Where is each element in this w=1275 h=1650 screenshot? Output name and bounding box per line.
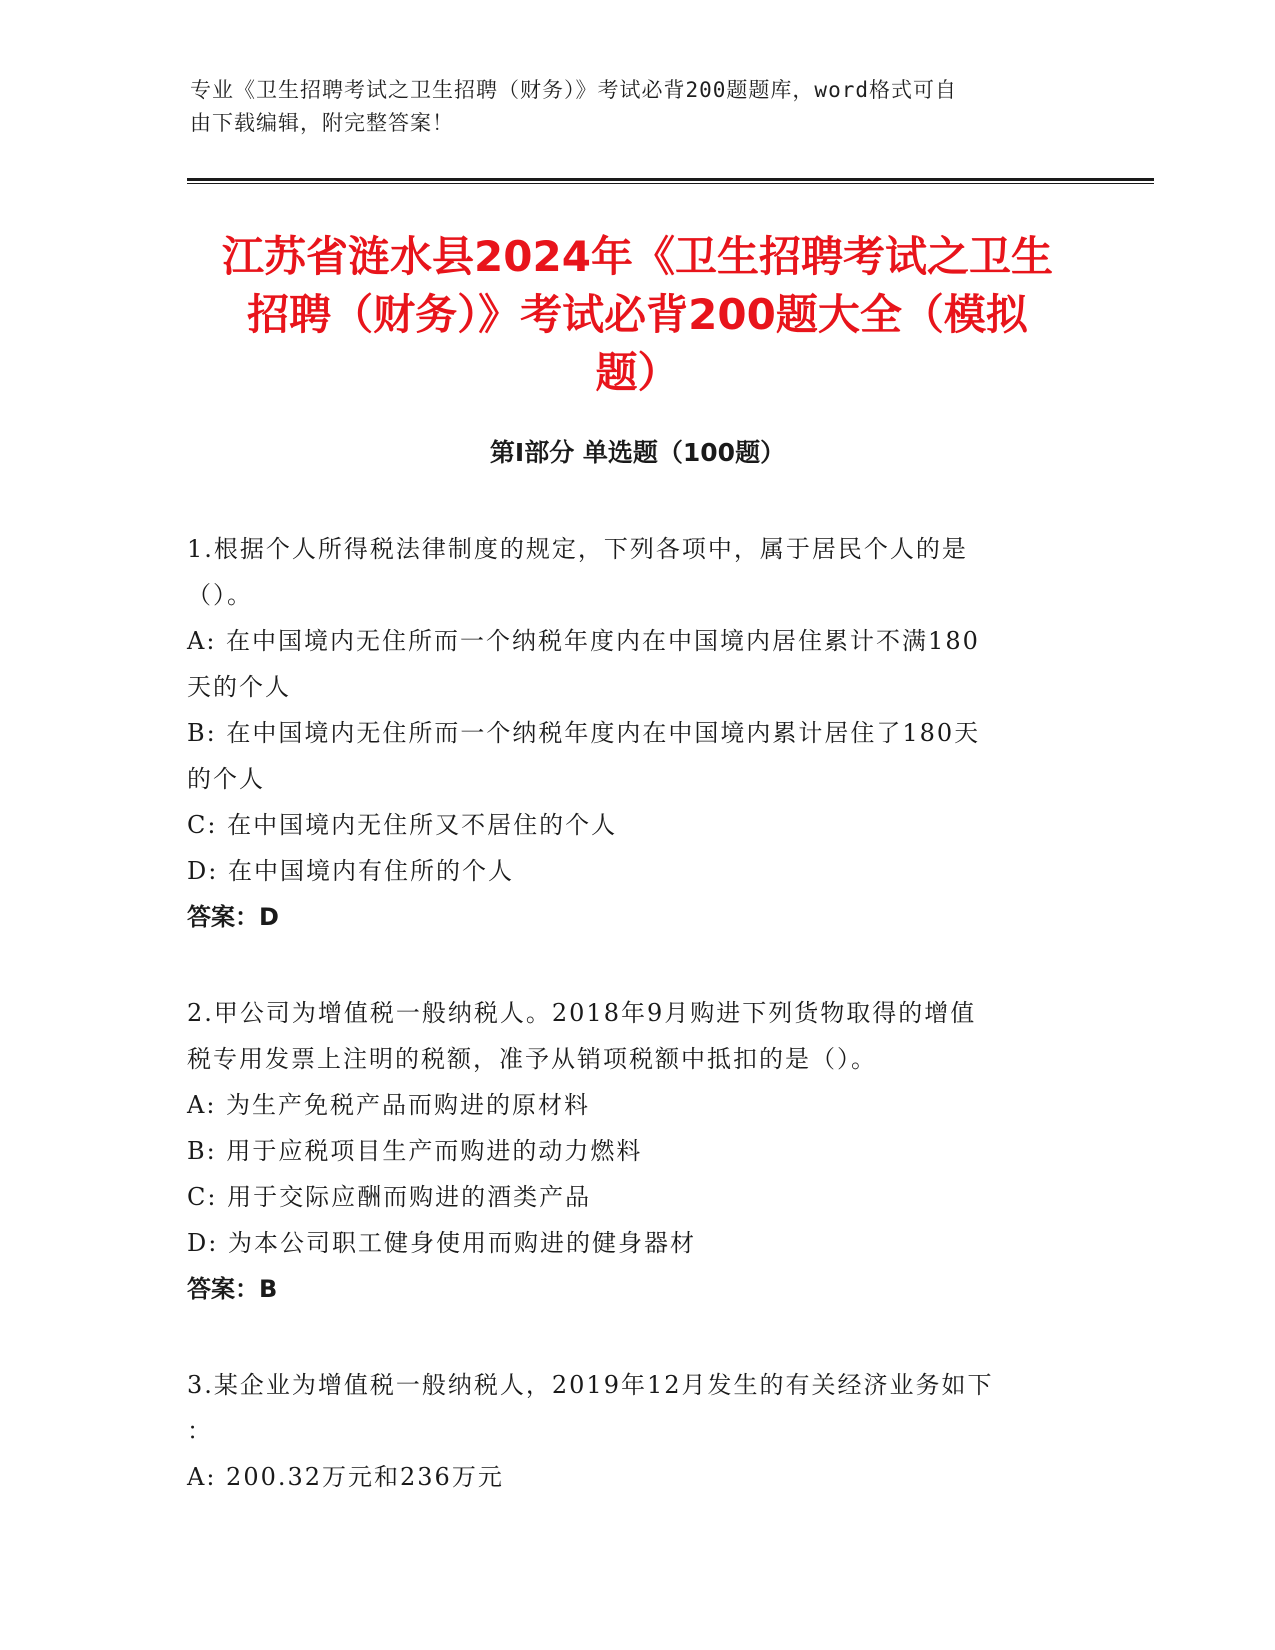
option-c: C: 在中国境内无住所又不居住的个人: [187, 811, 618, 839]
question-2: [187, 990, 1087, 1312]
option-b: B: 用于应税项目生产而购进的动力燃料: [187, 1137, 643, 1165]
header-divider-thick: [187, 178, 1154, 181]
question-list: [187, 526, 1087, 1550]
section-title: 第Ⅰ部分 单选题（100题）: [489, 438, 786, 467]
header-note: [190, 74, 1090, 140]
question-stem-line: 2.甲公司为增值税一般纳税人。2018年9月购进下列货物取得的增值: [187, 999, 977, 1027]
header-note-line: 专业《卫生招聘考试之卫生招聘（财务）》考试必背200题题库，word格式可自: [190, 78, 957, 102]
answer: 答案：B: [187, 1275, 278, 1303]
document-title-line: 江苏省涟水县2024年《卫生招聘考试之卫生: [222, 232, 1053, 281]
option-d: D: 为本公司职工健身使用而购进的健身器材: [187, 1229, 696, 1257]
header-note-line: 由下载编辑，附完整答案！: [190, 111, 454, 135]
document-title: [180, 228, 1095, 402]
option-d: D: 在中国境内有住所的个人: [187, 857, 514, 885]
option-a-continued: 天的个人: [187, 673, 291, 701]
document-title-line: 题）: [595, 348, 680, 397]
option-c: C: 用于交际应酬而购进的酒类产品: [187, 1183, 592, 1211]
question-3: [187, 1362, 1087, 1500]
option-a: A: 为生产免税产品而购进的原材料: [187, 1091, 591, 1119]
option-a: A: 200.32万元和236万元: [187, 1463, 504, 1491]
answer: 答案：D: [187, 903, 279, 931]
question-stem-line: ：: [187, 1417, 213, 1445]
question-stem-line: 1.根据个人所得税法律制度的规定，下列各项中，属于居民个人的是: [187, 535, 968, 563]
document-title-line: 招聘（财务）》考试必背200题大全（模拟: [247, 290, 1028, 339]
question-1: [187, 526, 1087, 940]
question-stem-line: 3.某企业为增值税一般纳税人，2019年12月发生的有关经济业务如下: [187, 1371, 994, 1399]
header-divider-thin: [187, 183, 1154, 184]
question-stem-line: 税专用发票上注明的税额，准予从销项税额中抵扣的是（）。: [187, 1045, 877, 1073]
option-b: B: 在中国境内无住所而一个纳税年度内在中国境内累计居住了180天: [187, 719, 981, 747]
option-b-continued: 的个人: [187, 765, 265, 793]
option-a: A: 在中国境内无住所而一个纳税年度内在中国境内居住累计不满180: [187, 627, 980, 655]
question-stem-line: （）。: [187, 581, 253, 609]
